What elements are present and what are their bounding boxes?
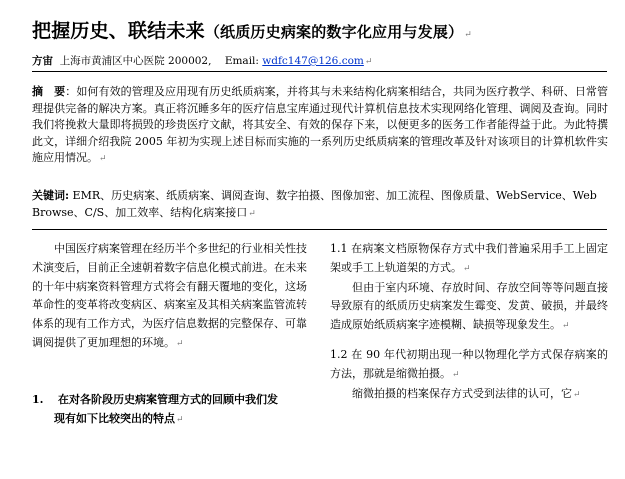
author-line bbox=[32, 53, 372, 68]
body-divider bbox=[32, 229, 607, 230]
paragraph-gap bbox=[330, 336, 608, 346]
abstract-text: ：如何有效的管理及应用现有历史纸质病案，并将其与未来结构化病案相结合，共同为医疗教学、科研、日常管理提供完备的解决方案。真正将沉睡多年的医疗信息宝库通过现代计算机信息技术实现网络化管理、调阅及查询。同时我们将挽救大量即将损毁的珍贵医疗文献，将其安全、有效的保存下来，以便更多的医务工作者能得益于此。为此特撰此文，详细介绍我院 2005 年初为实现上述目标而实施的一系列历史纸质病案的管理改革及针对该项目的计算机软件实施应用情况。 bbox=[32, 85, 609, 165]
title-main: 把握历史、联结未来 bbox=[32, 20, 205, 42]
left-column bbox=[32, 240, 307, 354]
paragraph-mark-icon: ↵ bbox=[452, 369, 460, 380]
keywords-label: 关键词: bbox=[32, 189, 70, 202]
microfilm-text: 缩微拍摄的档案保存方式受到法律的认可，它 bbox=[352, 386, 572, 400]
microfilm-paragraph bbox=[330, 385, 608, 405]
paragraph-mark-icon: ↵ bbox=[248, 209, 256, 219]
paragraph-mark-icon: ↵ bbox=[364, 57, 373, 67]
paragraph-mark-icon: ↵ bbox=[176, 415, 184, 425]
author-name: 方宙 bbox=[32, 55, 53, 67]
abstract-label: 摘 要 bbox=[32, 85, 66, 98]
paragraph-mark-icon: ↵ bbox=[176, 338, 184, 349]
section-1-2-paragraph bbox=[330, 346, 608, 385]
paragraph-mark-icon: ↵ bbox=[464, 30, 472, 40]
abstract bbox=[32, 84, 608, 168]
section-1-1-text: 1.1 在病案文档原物保存方式中我们普遍采用手工上固定架或手工上轨道架的方式。 bbox=[330, 242, 608, 274]
section-1-2-text: 1.2 在 90 年代初期出现一种以物理化学方式保存病案的方法，那就是缩微拍摄。 bbox=[330, 347, 608, 380]
keywords bbox=[32, 187, 608, 223]
section-heading-line2: 现有如下比较突出的特点 bbox=[54, 412, 175, 425]
email-label: Email: bbox=[224, 55, 259, 67]
title-subtitle: （纸质历史病案的数字化应用与发展） bbox=[204, 23, 464, 41]
storage-problem-paragraph bbox=[330, 279, 608, 336]
keywords-text: EMR、历史病案、纸质病案、调阅查询、数字拍摄、图像加密、加工流程、图像质量、WebService、Web Browse、C/S、加工效率、结构化病案接口 bbox=[32, 189, 597, 219]
author-affiliation: 上海市黄浦区中心医院 200002, bbox=[59, 55, 212, 67]
paragraph-mark-icon: ↵ bbox=[99, 154, 107, 165]
header-divider bbox=[32, 71, 607, 72]
section-heading-line1: 在对各阶段历史病案管理方式的回顾中我们发 bbox=[58, 393, 278, 406]
intro-paragraph-text: 中国医疗病案管理在经历半个多世纪的行业相关性技术演变后，目前正全速朝着数字信息化模式前进。在未来的十年中病案资料管理方式将会有翻天覆地的变化，这场革命性的变革将改变病区、病案室及其相关病案监管流转体系的现有工作方式，为医疗信息数据的完整保存、可靠调阅提供了更加理想的环境。 bbox=[32, 242, 307, 349]
paragraph-mark-icon: ↵ bbox=[573, 389, 581, 400]
intro-paragraph bbox=[32, 240, 307, 354]
email-link[interactable]: wdfc147@126.com bbox=[262, 55, 364, 67]
right-column bbox=[330, 240, 608, 404]
section-heading-1 bbox=[32, 390, 307, 430]
paragraph-mark-icon: ↵ bbox=[562, 321, 570, 332]
paragraph-mark-icon: ↵ bbox=[463, 263, 471, 274]
section-number: 1. bbox=[32, 393, 44, 406]
section-1-1-paragraph bbox=[330, 240, 608, 279]
storage-problem-text: 但由于室内环境、存放时间、存放空间等等问题直接导致原有的纸质历史病案发生霉变、发黄、破损，并最终造成原始纸质病案字迹模糊、缺损等现象发生。 bbox=[330, 280, 608, 332]
document-title bbox=[32, 16, 472, 43]
